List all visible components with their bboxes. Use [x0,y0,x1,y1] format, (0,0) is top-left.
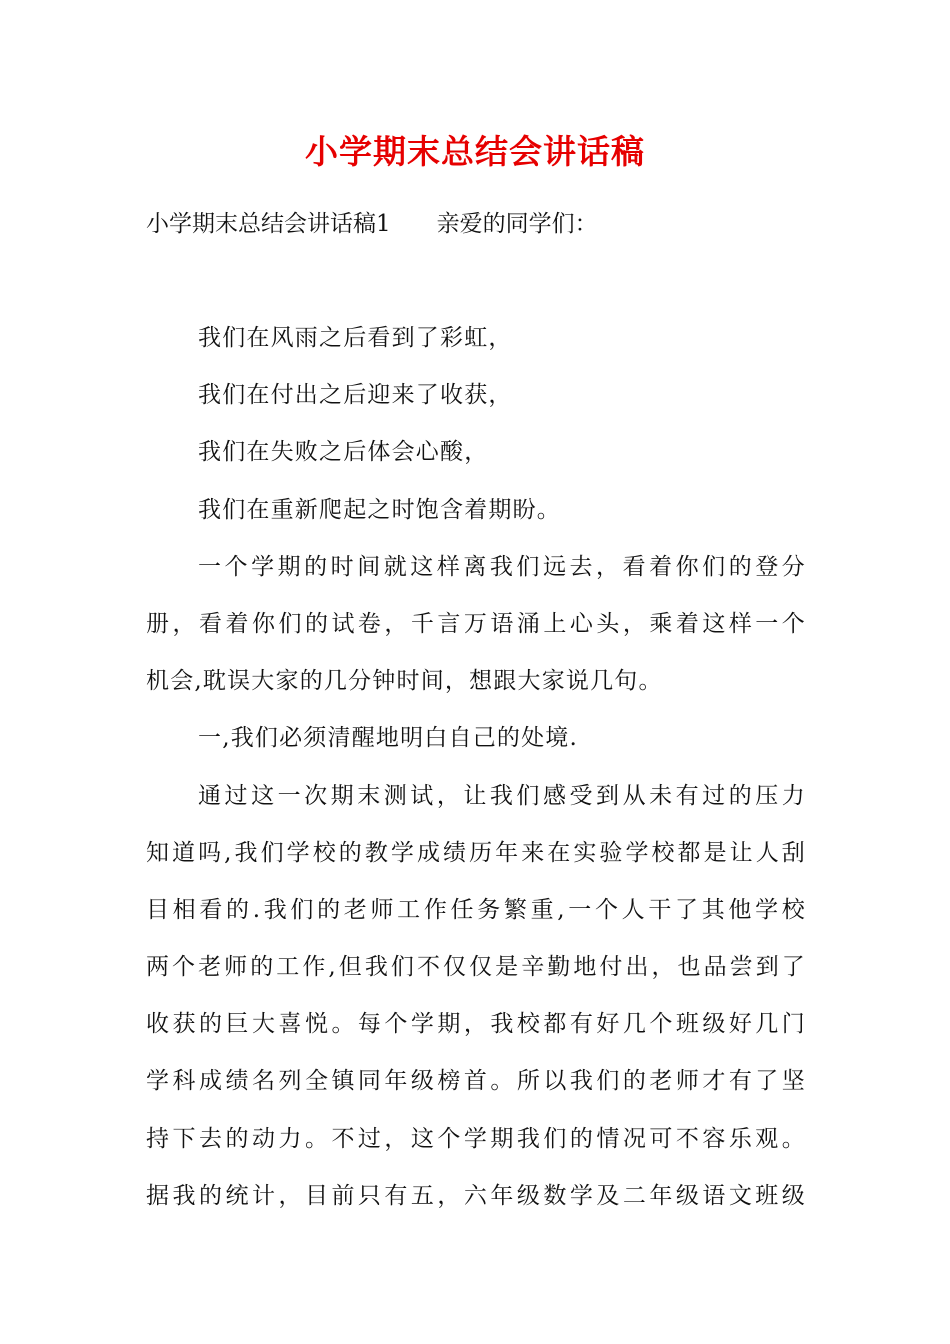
text-line: 两个老师的工作,但我们不仅仅是辛勤地付出，也品尝到了 [146,954,806,981]
page-title: 小学期末总结会讲话稿 [305,132,645,171]
text-line: 据我的统计，目前只有五，六年级数学及二年级语文班级 [146,1182,806,1209]
text-line: 知道吗,我们学校的教学成绩历年来在实验学校都是让人刮 [146,839,806,866]
text-line: 我们在失败之后体会心酸， [198,439,489,466]
text-line: 收获的巨大喜悦。每个学期，我校都有好几个班级好几门 [146,1011,806,1038]
text-line: 我们在重新爬起之时饱含着期盼。 [198,496,561,523]
body-text [146,317,806,1232]
intro-line [146,204,598,244]
text-line: 机会,耽误大家的几分钟时间，想跟大家说几句。 [146,668,663,695]
greeting: 亲爱的同学们： [436,211,598,237]
text-line: 一个学期的时间就这样离我们远去，看着你们的登分 [198,553,806,580]
text-line: 册，看着你们的试卷，千言万语涌上心头，乘着这样一个 [146,610,806,637]
text-line: 我们在付出之后迎来了收获， [198,382,513,409]
text-line: 持下去的动力。不过，这个学期我们的情况可不容乐观。 [146,1125,806,1152]
speech-heading: 小学期末总结会讲话稿1 [146,211,391,237]
text-line: 一,我们必须清醒地明白自己的处境. [198,725,579,752]
text-line: 学科成绩名列全镇同年级榜首。所以我们的老师才有了坚 [146,1068,806,1095]
text-line: 我们在风雨之后看到了彩虹， [198,325,513,351]
text-line: 通过这一次期末测试，让我们感受到从未有过的压力 [198,782,806,809]
text-line: 目相看的.我们的老师工作任务繁重,一个人干了其他学校 [146,896,806,923]
